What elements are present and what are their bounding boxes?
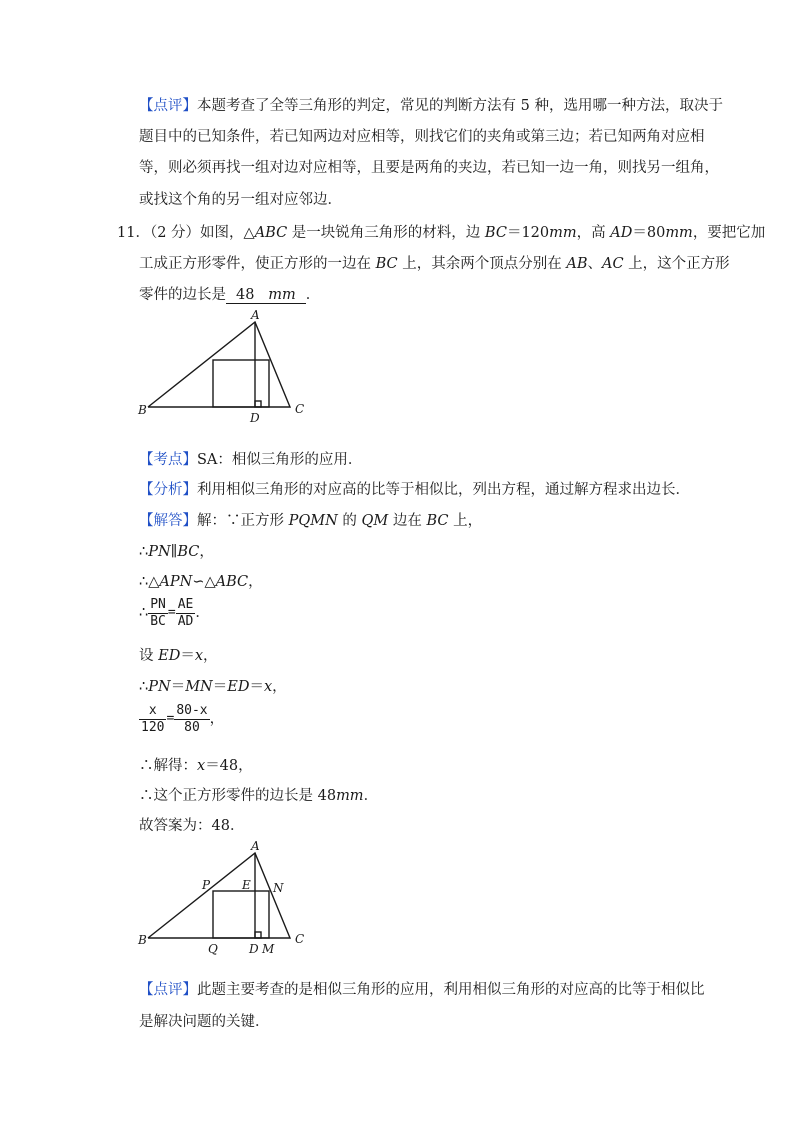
- label-a: A: [251, 308, 260, 322]
- label-e: E: [242, 878, 251, 892]
- figure-square-pqmn: [130, 836, 320, 961]
- solution-line-6: ∴PN＝MN＝ED＝x，: [139, 679, 287, 695]
- review-line-2: 是解决问题的关键．: [139, 1014, 270, 1030]
- solution-line-7: $\frac{x}{120}$ = $\frac{80-x}{80}$ ，: [141, 702, 225, 735]
- solution-line-2: ∴PN∥BC，: [139, 544, 214, 560]
- label-m: M: [262, 942, 275, 956]
- fraction-x-120: $\frac{x}{120}$: [141, 702, 165, 735]
- review-tag: 【点评】: [139, 982, 197, 998]
- solution-line-8: ∴解得：x＝48，: [139, 758, 253, 774]
- label-c-2: C: [295, 932, 305, 946]
- label-b-2: B: [138, 933, 147, 947]
- right-angle-mark: [255, 401, 261, 407]
- fenxi-line: 【分析】利用相似三角形的对应高的比等于相似比，列出方程，通过解方程求出边长．: [139, 482, 690, 498]
- kaodian-line: 【考点】SA：相似三角形的应用．: [139, 452, 363, 468]
- review-prev-tag: 【点评】: [139, 98, 197, 114]
- solution-line-4: ∴ $\frac{PN}{BC}$ = $\frac{AE}{AD}$ ．: [139, 596, 210, 629]
- kaodian-tag: 【考点】: [139, 452, 197, 468]
- review-prev-line-4: 或找这个角的另一组对应邻边．: [139, 192, 342, 208]
- label-n: N: [273, 881, 284, 895]
- question-line-3: 零件的边长是 48 mm ．: [139, 287, 321, 303]
- review-prev-line-2: 题目中的已知条件，若已知两边对应相等，则找它们的夹角或第三边；若已知两角对应相: [139, 129, 705, 145]
- review-prev-line-3: 等，则必须再找一组对边对应相等，且要是两角的夹边，若已知一边一角，则找另一组角，: [139, 160, 719, 176]
- solution-line-9: ∴这个正方形零件的边长是 48mm．: [139, 788, 379, 804]
- label-a-2: A: [251, 839, 260, 853]
- solution-line-3: ∴△APN∽△ABC，: [139, 574, 263, 590]
- square-pqmn: [213, 891, 269, 938]
- question-line-1: 11．（2 分）如图，△ABC 是一块锐角三角形的材料，边 BC＝120mm，高 AD＝80mm，要把它加: [117, 225, 766, 241]
- label-d-2: D: [249, 942, 259, 956]
- square: [213, 360, 269, 407]
- label-c: C: [295, 402, 305, 416]
- jieda-tag: 【解答】: [139, 513, 197, 529]
- figure-triangle-abc: [130, 305, 320, 430]
- label-d: D: [250, 411, 260, 425]
- right-angle-mark-2: [255, 932, 261, 938]
- label-q: Q: [208, 942, 218, 956]
- question-line-2: 工成正方形零件，使正方形的一边在 BC 上，其余两个顶点分别在 AB、AC 上，这个正方形: [139, 256, 730, 272]
- solution-line-1: 【解答】解：∵正方形 PQMN 的 QM 边在 BC 上，: [139, 513, 483, 529]
- label-b: B: [138, 403, 147, 417]
- answer-blank: 48 mm: [226, 287, 306, 304]
- fraction-80-minus-x-80: $\frac{80-x}{80}$: [176, 702, 208, 735]
- review-prev-line-1: 【点评】本题考查了全等三角形的判定，常见的判断方法有 5 种，选用哪一种方法，取决于: [139, 98, 723, 114]
- label-p: P: [202, 878, 211, 892]
- fenxi-tag: 【分析】: [139, 482, 197, 498]
- solution-line-10: 故答案为：48．: [139, 818, 245, 834]
- fraction-ae-ad: $\frac{AE}{AD}$: [177, 596, 194, 629]
- fraction-pn-bc: $\frac{PN}{BC}$: [150, 596, 166, 629]
- question-number: 11．: [117, 225, 150, 241]
- solution-line-5: 设 ED＝x，: [139, 648, 218, 664]
- review-line-1: 【点评】此题主要考查的是相似三角形的应用，利用相似三角形的对应高的比等于相似比: [139, 982, 705, 998]
